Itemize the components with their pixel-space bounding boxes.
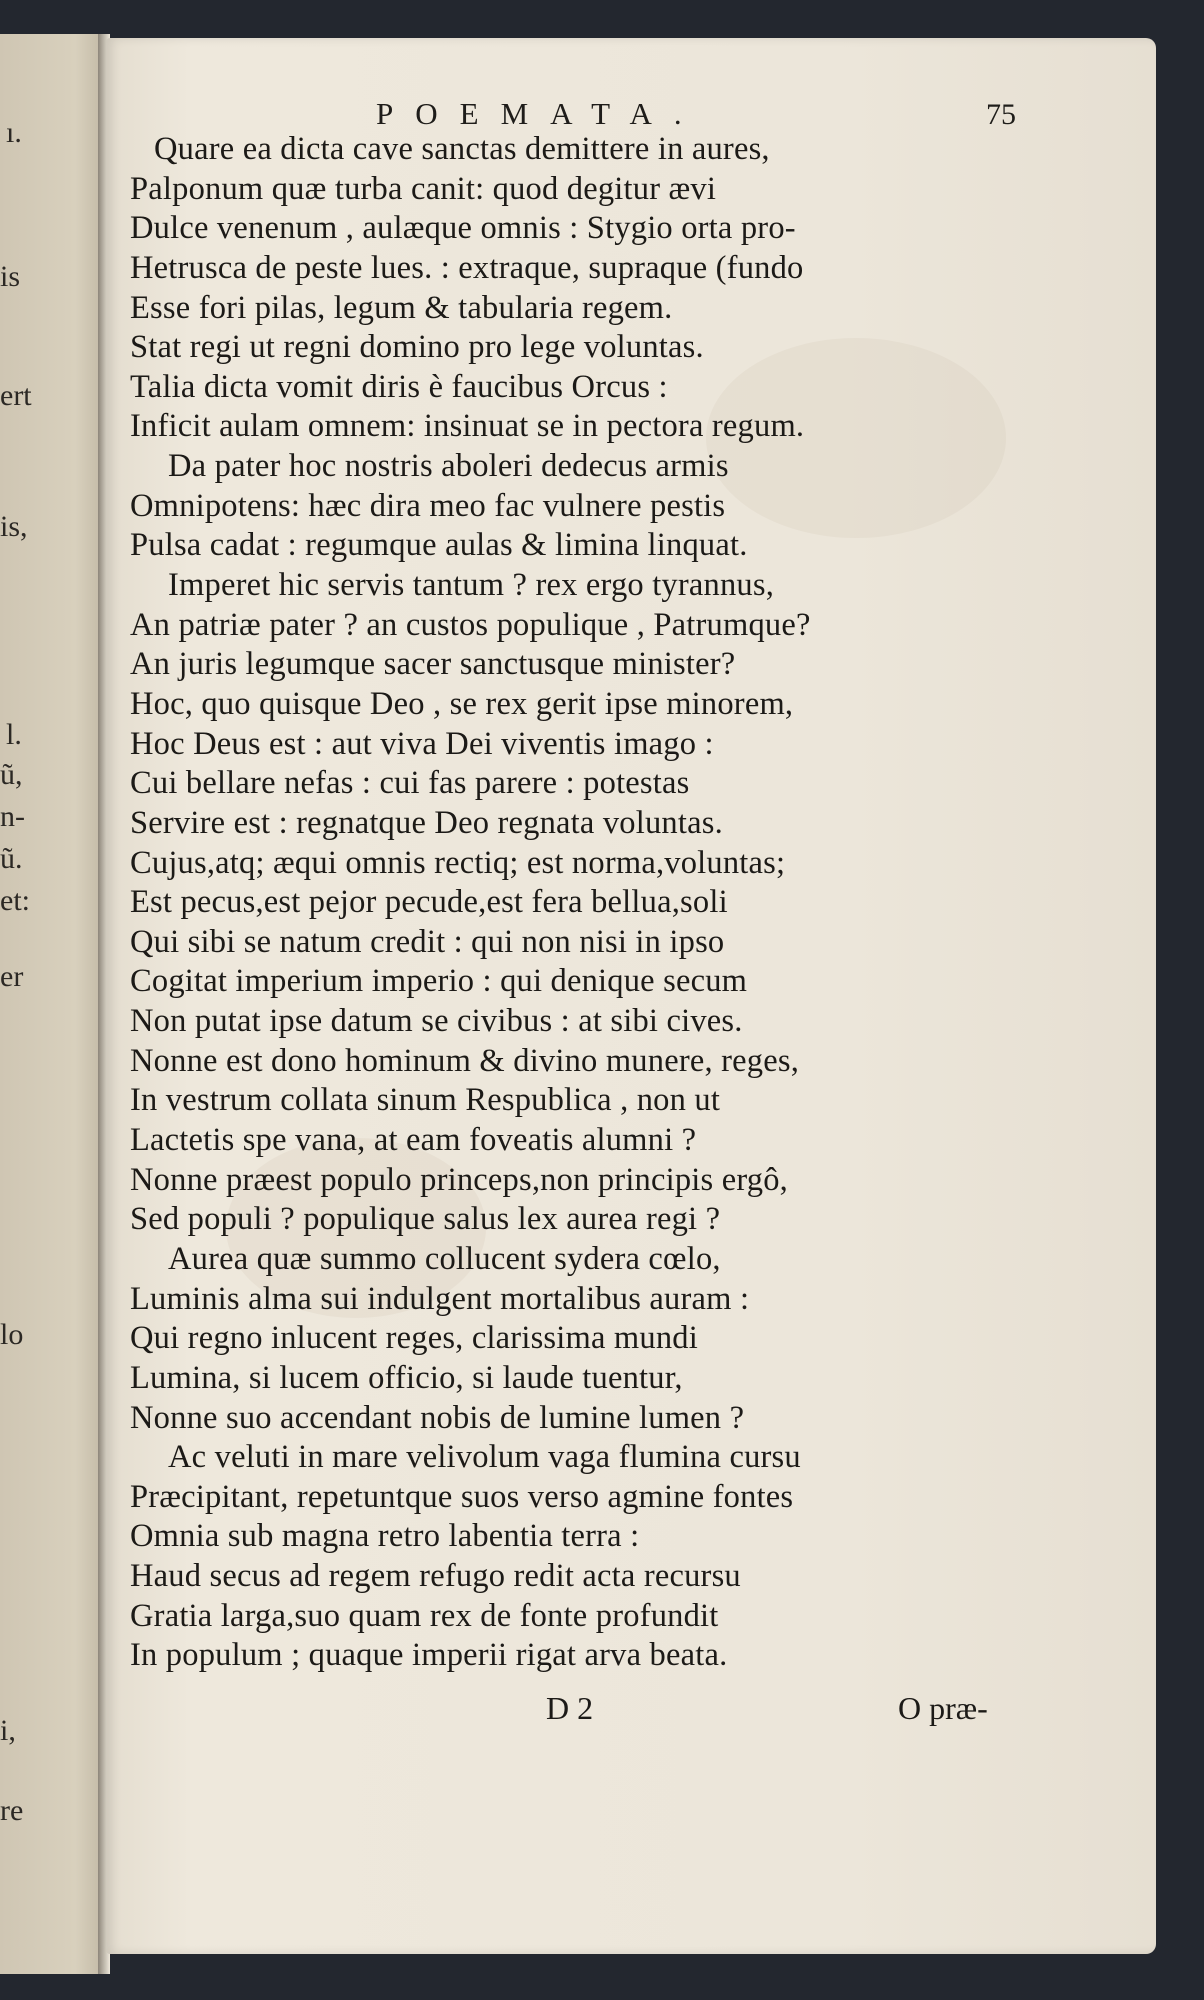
left-fragment: lo (0, 1318, 24, 1351)
left-fragment: er (0, 960, 24, 993)
left-fragment: i, (0, 1714, 16, 1747)
left-fragment: et: (0, 884, 30, 917)
verse-line: Qui regno inlucent reges, clarissima mundi (130, 1320, 698, 1357)
left-fragment: is, (0, 510, 28, 543)
left-fragment: is (0, 260, 21, 293)
verse-line: In populum ; quaque imperii rigat arva beata. (130, 1637, 728, 1674)
verse-line: Lumina, si lucem officio, si laude tuentur, (130, 1359, 683, 1396)
verse-line: Hoc Deus est : aut viva Dei viventis imago : (130, 725, 714, 762)
verse-line: Talia dicta vomit diris è faucibus Orcus : (130, 368, 668, 405)
catchword: O præ- (898, 1690, 988, 1726)
verse-line: Gratia larga,suo quam rex de fonte profundit (130, 1597, 719, 1634)
verse-line: Cui bellare nefas : cui fas parere : potestas (130, 765, 690, 802)
verse-line: Haud secus ad regem refugo redit acta recursu (130, 1558, 741, 1595)
left-fragment: ũ. (0, 842, 23, 875)
verse-line: Omnia sub magna retro labentia terra : (130, 1518, 640, 1555)
left-fragment: n- (0, 800, 25, 833)
verse-line: Dulce venenum , aulæque omnis : Stygio orta pro- (130, 210, 796, 247)
verse-line: Ac veluti in mare velivolum vaga flumina cursu (168, 1439, 801, 1476)
verse-line: Qui sibi se natum credit : qui non nisi in ipso (130, 923, 725, 960)
verse-line: Servire est : regnatque Deo regnata voluntas. (130, 804, 723, 841)
page-number: 75 (986, 98, 1016, 131)
verse-line: Nonne præest populo princeps,non principis ergô, (130, 1161, 788, 1198)
verse-line: Palponum quæ turba canit: quod degitur ævi (130, 170, 717, 207)
verse-line: Imperet hic servis tantum ? rex ergo tyrannus, (168, 567, 775, 604)
running-head: POEMATA. (376, 96, 704, 131)
verse-line: Nonne suo accendant nobis de lumine lumen ? (130, 1399, 745, 1436)
left-fragment: re (0, 1794, 24, 1827)
verse-line: Omnipotens: hæc dira meo fac vulnere pestis (130, 487, 726, 524)
verse-line: Cujus,atq; æqui omnis rectiq; est norma,voluntas; (130, 844, 786, 881)
verse-line: An patriæ pater ? an custos populique , Patrumque? (130, 606, 811, 643)
verse-line: Non putat ipse datum se civibus : at sibi cives. (130, 1003, 743, 1040)
verse-line: Luminis alma sui indulgent mortalibus auram : (130, 1280, 750, 1317)
verse-line: Quare ea dicta cave sanctas demittere in aures, (154, 131, 770, 167)
verse-line: Cogitat imperium imperio : qui denique secum (130, 963, 748, 1000)
signature-mark: D 2 (546, 1690, 594, 1726)
verse-line: An juris legumque sacer sanctusque minister? (130, 646, 736, 683)
left-page-edge (0, 34, 108, 1974)
verse-line: Aurea quæ summo collucent sydera cœlo, (168, 1240, 721, 1277)
verse-line: Esse fori pilas, legum & tabularia regem. (130, 289, 673, 326)
left-fragment: ert (0, 379, 32, 412)
book-page (106, 38, 1156, 1954)
verse-line: In vestrum collata sinum Respublica , non ut (130, 1082, 721, 1119)
left-fragment: ũ, (0, 758, 23, 791)
left-fragment: ı. (6, 116, 22, 149)
verse-line: Est pecus,est pejor pecude,est fera bellua,soli (130, 884, 728, 921)
verse-line: Sed populi ? populique salus lex aurea regi ? (130, 1201, 721, 1238)
verse-line: Lactetis spe vana, at eam foveatis alumni ? (130, 1122, 697, 1159)
verse-line: Stat regi ut regni domino pro lege voluntas. (130, 329, 704, 366)
verse-line: Da pater hoc nostris aboleri dedecus armis (168, 448, 729, 485)
verse-line: Inficit aulam omnem: insinuat se in pectora regum. (130, 408, 805, 445)
verse-line: Nonne est dono hominum & divino munere, reges, (130, 1042, 800, 1079)
verse-line: Pulsa cadat : regumque aulas & limina linquat. (130, 527, 748, 564)
left-fragment: l. (6, 718, 22, 751)
verse-line: Præcipitant, repetuntque suos verso agmine fontes (130, 1478, 794, 1515)
poem-text (106, 130, 1156, 1676)
verse-line: Hetrusca de peste lues. : extraque, supraque (fundo (130, 249, 804, 286)
verse-line: Hoc, quo quisque Deo , se rex gerit ipse minorem, (130, 685, 794, 722)
